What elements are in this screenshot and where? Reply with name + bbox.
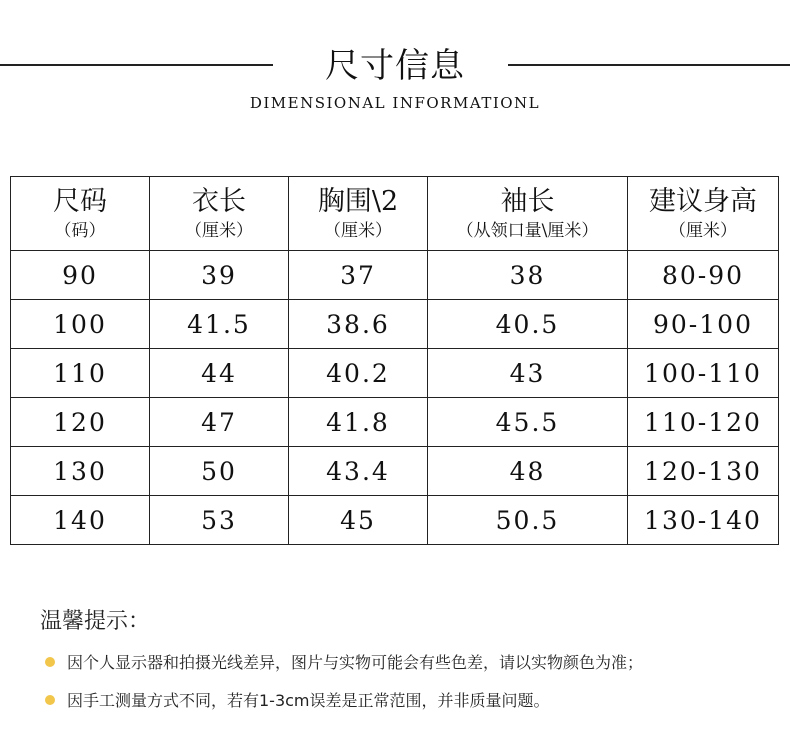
- table-cell: 45.5: [428, 398, 628, 447]
- table-cell: 45: [289, 496, 428, 545]
- table-cell: 50.5: [428, 496, 628, 545]
- column-header-length: [150, 177, 289, 251]
- column-header-unit: （从领口量\厘米）: [456, 220, 599, 241]
- table-cell: 100: [11, 300, 150, 349]
- table-cell: 90-100: [628, 300, 779, 349]
- table-row: [11, 447, 779, 496]
- column-header-chest: [289, 177, 428, 251]
- table-cell: 130: [11, 447, 150, 496]
- table-row: [11, 251, 779, 300]
- table-cell: 80-90: [628, 251, 779, 300]
- table-cell: 120-130: [628, 447, 779, 496]
- table-cell: 37: [289, 251, 428, 300]
- column-header-label: 袖长: [500, 185, 555, 217]
- page-subtitle: DIMENSIONAL INFORMATIONL: [249, 94, 541, 112]
- table-cell: 43: [428, 349, 628, 398]
- table-row: [11, 398, 779, 447]
- column-header-unit: （厘米）: [185, 220, 253, 241]
- table-cell: 48: [428, 447, 628, 496]
- table-cell: 38.6: [289, 300, 428, 349]
- page-title: 尺寸信息: [325, 46, 465, 86]
- column-header-label: 尺码: [53, 185, 107, 217]
- table-cell: 140: [11, 496, 150, 545]
- column-header-size: [11, 177, 150, 251]
- table-cell: 40.2: [289, 349, 428, 398]
- column-header-unit: （厘米）: [324, 220, 392, 241]
- table-row: [11, 300, 779, 349]
- bullet-dot-icon: [45, 695, 55, 705]
- column-header-label: 胸围\2: [317, 185, 399, 217]
- table-cell: 110-120: [628, 398, 779, 447]
- table-cell: 100-110: [628, 349, 779, 398]
- table-cell: 110: [11, 349, 150, 398]
- column-header-unit: （厘米）: [669, 220, 737, 241]
- tip-text: 因手工测量方式不同，若有1-3cm误差是正常范围，并非质量问题。: [67, 691, 550, 710]
- column-header-label: 建议身高: [649, 185, 757, 217]
- table-cell: 130-140: [628, 496, 779, 545]
- column-header-height: [628, 177, 779, 251]
- table-cell: 53: [150, 496, 289, 545]
- table-cell: 41.8: [289, 398, 428, 447]
- table-cell: 44: [150, 349, 289, 398]
- tip-item: [45, 688, 550, 711]
- header: [0, 0, 790, 130]
- table-row: [11, 496, 779, 545]
- tip-text: 因个人显示器和拍摄光线差异，图片与实物可能会有些色差，请以实物颜色为准；: [67, 653, 644, 672]
- table-header-row: [11, 177, 779, 251]
- table-row: [11, 349, 779, 398]
- table-cell: 90: [11, 251, 150, 300]
- table-cell: 120: [11, 398, 150, 447]
- tip-item: [45, 650, 643, 673]
- table-cell: 40.5: [428, 300, 628, 349]
- column-header-label: 衣长: [192, 185, 246, 217]
- table-cell: 50: [150, 447, 289, 496]
- column-header-unit: （码）: [54, 220, 106, 241]
- size-table: [10, 176, 779, 545]
- column-header-sleeve: [428, 177, 628, 251]
- table-cell: 47: [150, 398, 289, 447]
- tips-title: 温馨提示：: [40, 609, 151, 634]
- table-cell: 41.5: [150, 300, 289, 349]
- table-cell: 39: [150, 251, 289, 300]
- bullet-dot-icon: [45, 657, 55, 667]
- table-cell: 43.4: [289, 447, 428, 496]
- table-cell: 38: [428, 251, 628, 300]
